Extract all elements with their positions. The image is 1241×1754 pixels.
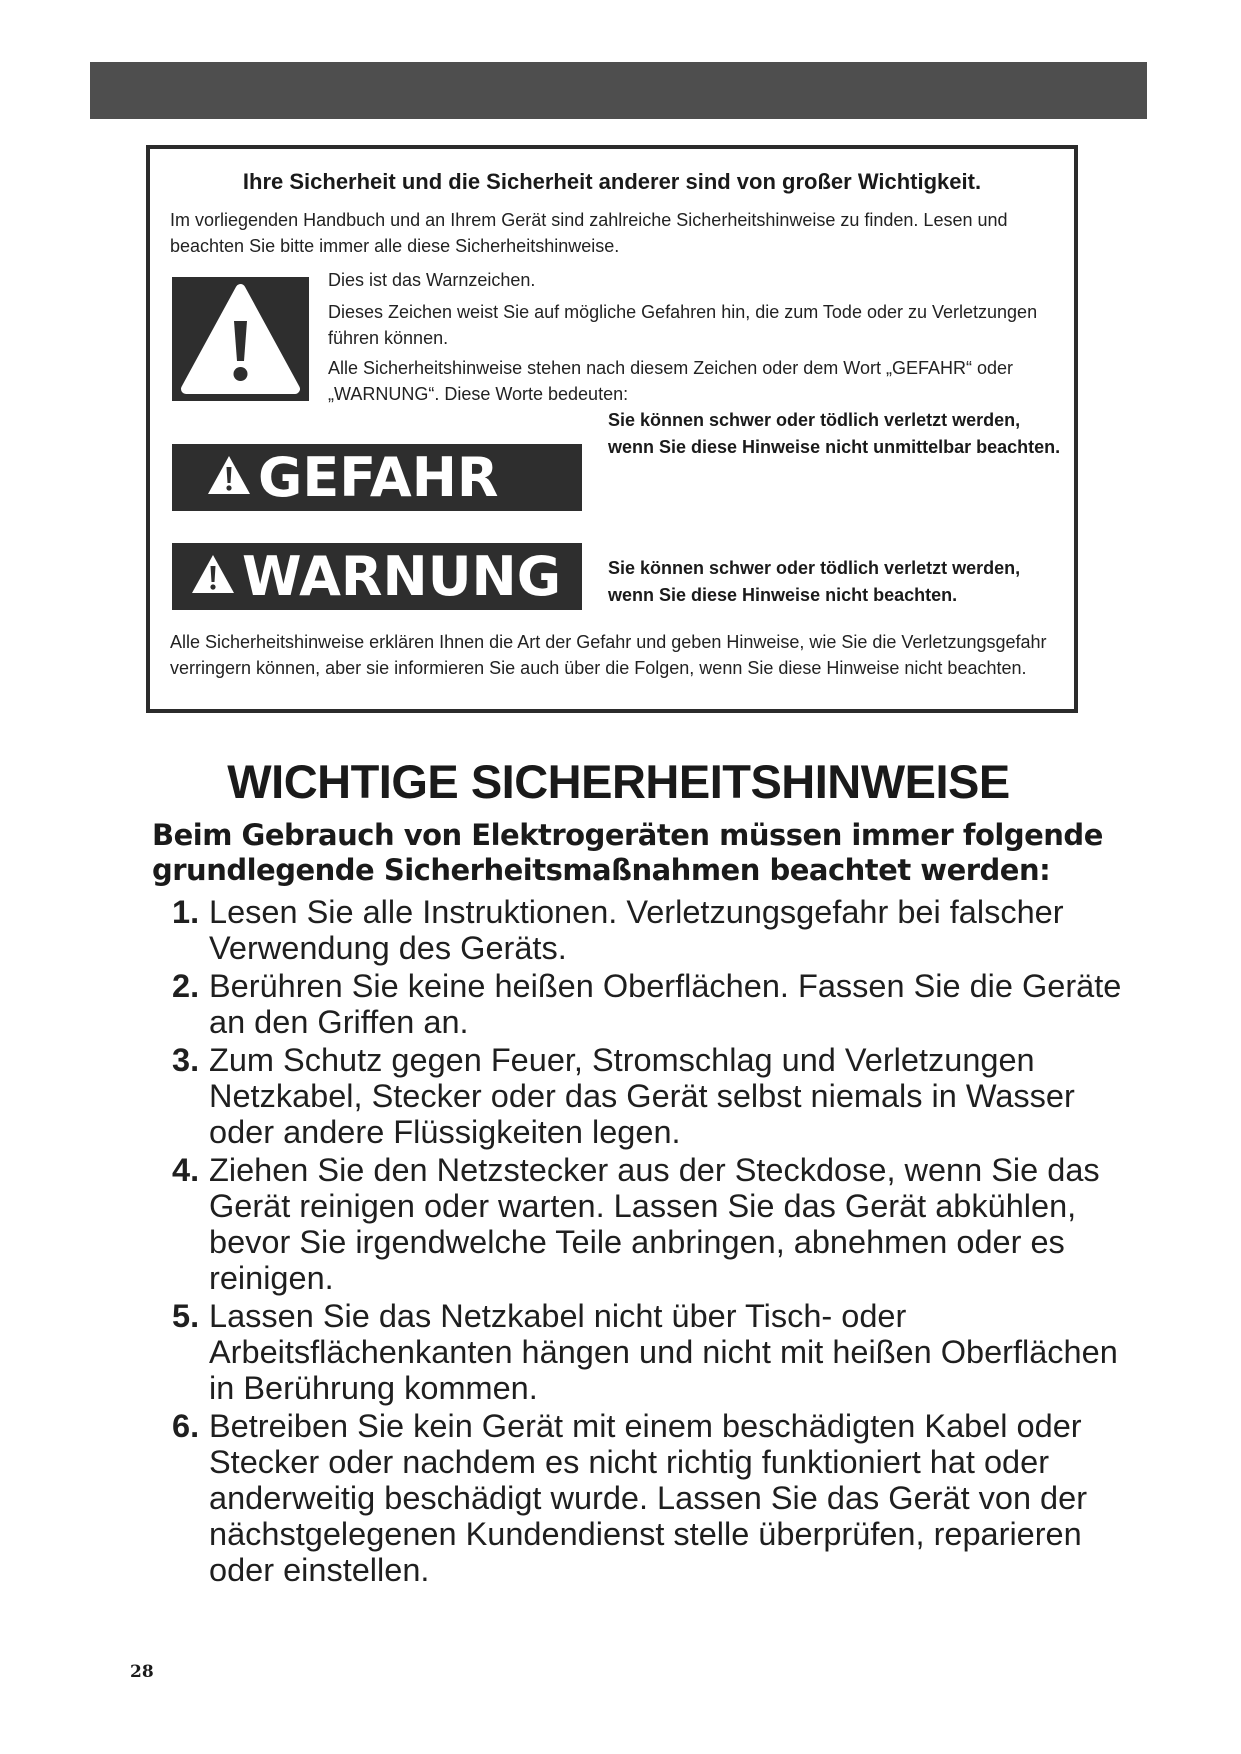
danger-description: Sie können schwer oder tödlich verletzt werden, wenn Sie diese Hinweise nicht unmittelbar beachten. xyxy=(608,410,1061,457)
item-number: 5. xyxy=(172,1298,200,1334)
warning-signal-word xyxy=(172,543,582,610)
list-item xyxy=(172,894,1132,966)
list-item xyxy=(172,1298,1132,1406)
safety-notice-box xyxy=(146,145,1078,713)
safety-instructions-list xyxy=(172,894,1132,1590)
item-number: 6. xyxy=(172,1408,200,1444)
main-heading: WICHTIGE SICHERHEITSHINWEISE xyxy=(227,755,1010,808)
page-number: 28 xyxy=(130,1662,154,1682)
symbol-description-3: Alle Sicherheitshinweise stehen nach diesem Zeichen oder dem Wort „GEFAHR“ oder „WARNUNG“. Diese Worte bedeuten: xyxy=(328,358,1013,404)
warning-symbol-icon xyxy=(172,277,309,401)
item-text: Betreiben Sie kein Gerät mit einem beschädigten Kabel oder Stecker oder nachdem es nicht richtig funktioniert hat oder anderweitig beschädigt wurde. Lassen Sie das Gerät von der nächstgelegenen Kundendienst stelle überprüfen, reparieren oder einstellen. xyxy=(209,1408,1088,1588)
item-number: 2. xyxy=(172,968,200,1004)
item-number: 1. xyxy=(172,894,200,930)
item-text: Berühren Sie keine heißen Oberflächen. Fassen Sie die Geräte an den Griffen an. xyxy=(209,968,1122,1040)
list-item xyxy=(172,1042,1132,1150)
item-text: Zum Schutz gegen Feuer, Stromschlag und Verletzungen Netzkabel, Stecker oder das Gerät selbst niemals in Wasser oder andere Flüssigkeiten legen. xyxy=(209,1042,1075,1150)
header-bar xyxy=(90,62,1147,119)
warning-label: WARNUNG xyxy=(242,545,562,608)
item-number: 4. xyxy=(172,1152,200,1188)
danger-triangle-icon xyxy=(206,446,252,509)
warning-description: Sie können schwer oder tödlich verletzt werden, wenn Sie diese Hinweise nicht beachten. xyxy=(608,558,1021,605)
safety-intro-text: Im vorliegenden Handbuch und an Ihrem Gerät sind zahlreiche Sicherheitshinweise zu finden. Lesen und beachten Sie bitte immer alle diese Sicherheitshinweise. xyxy=(170,210,1008,256)
safety-outro-text: Alle Sicherheitshinweise erklären Ihnen die Art der Gefahr und geben Hinweise, wie Sie die Verletzungsgefahr verringern können, aber sie informieren Sie auch über die Folgen, wenn Sie diese Hinweise nicht beachten. xyxy=(170,632,1047,678)
safety-box-title: Ihre Sicherheit und die Sicherheit anderer sind von großer Wichtigkeit. xyxy=(242,169,982,194)
list-item xyxy=(172,968,1132,1040)
list-item xyxy=(172,1408,1132,1588)
danger-signal-word xyxy=(172,444,582,511)
item-number: 3. xyxy=(172,1042,200,1078)
item-text: Ziehen Sie den Netzstecker aus der Steckdose, wenn Sie das Gerät reinigen oder warten. Lassen Sie das Gerät abkühlen, bevor Sie irgendwelche Teile anbringen, abnehmen oder es reinigen. xyxy=(209,1152,1100,1296)
warning-triangle-icon xyxy=(190,545,236,608)
item-text: Lassen Sie das Netzkabel nicht über Tisch- oder Arbeitsflächenkanten hängen und nicht mit heißen Oberflächen in Berührung kommen. xyxy=(209,1298,1118,1406)
danger-label: GEFAHR xyxy=(258,446,499,509)
item-text: Lesen Sie alle Instruktionen. Verletzungsgefahr bei falscher Verwendung des Geräts. xyxy=(209,894,1064,966)
list-item xyxy=(172,1152,1132,1296)
subheading: Beim Gebrauch von Elektrogeräten müssen immer folgende grundlegende Sicherheitsmaßnahmen beachtet werden: xyxy=(152,818,1103,887)
manual-page xyxy=(90,62,1147,1742)
symbol-description-2: Dieses Zeichen weist Sie auf mögliche Gefahren hin, die zum Tode oder zu Verletzungen führen können. xyxy=(328,302,1038,348)
symbol-description-1: Dies ist das Warnzeichen. xyxy=(328,270,536,290)
